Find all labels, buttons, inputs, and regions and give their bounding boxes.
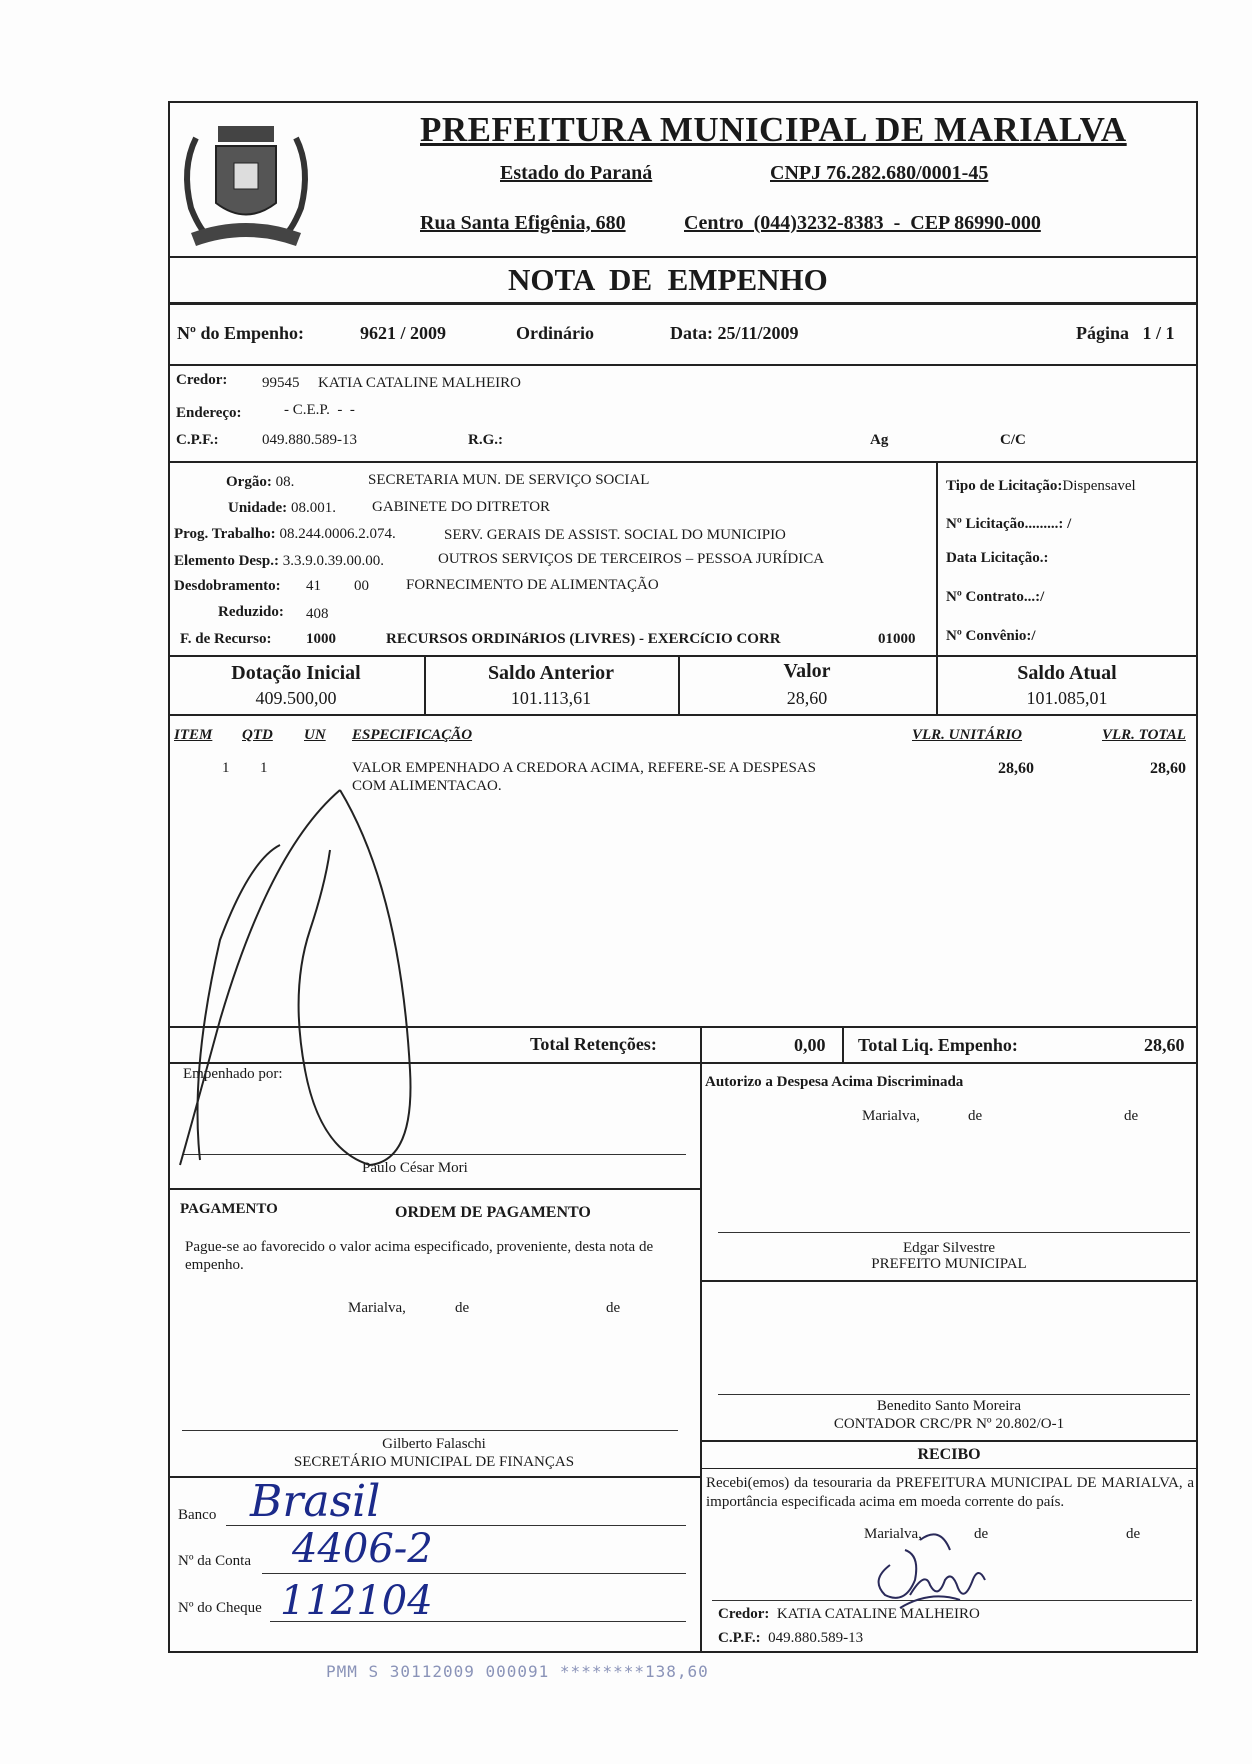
unidade-label: Unidade: <box>228 500 288 516</box>
pagamento-de1: de <box>455 1300 470 1316</box>
contador-name: Benedito Santo Moreira <box>876 1398 1022 1414</box>
cpf-value: 049.880.589-13 <box>262 432 357 448</box>
licitacao-data: Data Licitação.: <box>946 550 1049 566</box>
unidade-code: 08.001. <box>290 500 336 516</box>
banco-label: Banco <box>178 1507 217 1523</box>
header-state-text: Estado do Paraná <box>500 162 653 184</box>
empenhado-signer: Paulo César Mori <box>362 1160 468 1176</box>
recibo-signature <box>860 1520 1000 1615</box>
autorizo-title: Autorizo a Despesa Acima Discriminada <box>705 1074 964 1090</box>
secretario-name: Gilberto Falaschi <box>382 1436 486 1452</box>
cpf-label: C.P.F.: <box>176 432 219 448</box>
anterior-value: 101.113,61 <box>510 688 592 708</box>
recurso-label: F. de Recurso: <box>180 631 272 647</box>
empenhado-label: Empenhado por: <box>183 1066 283 1082</box>
recurso-code: 1000 <box>306 631 336 647</box>
recibo-city: Marialva, <box>864 1526 922 1542</box>
liquido-value: 28,60 <box>1144 1035 1185 1055</box>
empenho-signature <box>160 770 480 1190</box>
reduz-value: 408 <box>306 606 329 622</box>
autorizo-city: Marialva, <box>862 1108 920 1124</box>
recibo-credor-label: Credor: <box>718 1606 770 1622</box>
desd-label: Desdobramento: <box>174 578 281 594</box>
prefeito-name: Edgar Silvestre <box>902 1240 996 1256</box>
retencoes-value: 0,00 <box>794 1035 826 1055</box>
empenho-label: Nº do Empenho: <box>177 323 304 343</box>
col-qtd: QTD <box>242 727 273 743</box>
recibo-de1: de <box>974 1526 989 1542</box>
address-value: - C.E.P. - - <box>284 402 355 418</box>
empenho-date: Data: 25/11/2009 <box>670 323 799 343</box>
recurso-num: 01000 <box>878 631 916 647</box>
cheque-label: Nº do Cheque <box>178 1600 262 1616</box>
unidade-row <box>228 500 336 517</box>
orgao-name: SECRETARIA MUN. DE SERVIÇO SOCIAL <box>368 472 650 488</box>
prog-row <box>174 526 396 543</box>
prefeito-role: PREFEITO MUNICIPAL <box>871 1256 1027 1272</box>
desd-name: FORNECIMENTO DE ALIMENTAÇÃO <box>406 577 659 593</box>
row-qtd: 1 <box>260 760 268 776</box>
retencoes-label: Total Retenções: <box>530 1034 657 1054</box>
pagamento-city: Marialva, <box>348 1300 406 1316</box>
prog-name: SERV. GERAIS DE ASSIST. SOCIAL DO MUNICIPIO <box>444 527 786 543</box>
cc-label: C/C <box>1000 432 1026 448</box>
col-vlr-total: VLR. TOTAL <box>1102 727 1186 743</box>
elem-code: 3.3.9.0.39.00.00. <box>282 553 384 569</box>
contador-role: CONTADOR CRC/PR Nº 20.802/O-1 <box>833 1416 1065 1432</box>
unidade-name: GABINETE DO DITRETOR <box>372 499 551 515</box>
orgao-row <box>226 474 294 491</box>
recibo-de2: de <box>1126 1526 1141 1542</box>
autorizo-de2: de <box>1124 1108 1139 1124</box>
empenho-page: Página 1 / 1 <box>1076 323 1175 343</box>
header-contact: Centro (044)3232-8383 - CEP 86990-000 <box>684 212 1041 234</box>
elem-label: Elemento Desp.: <box>174 553 279 569</box>
atual-value: 101.085,01 <box>1026 688 1108 708</box>
crest-icon <box>176 108 316 258</box>
credor-name: KATIA CATALINE MALHEIRO <box>318 375 521 391</box>
valor-value: 28,60 <box>786 688 828 708</box>
liquido-label: Total Liq. Empenho: <box>858 1035 1018 1055</box>
ordem-title: ORDEM DE PAGAMENTO <box>395 1204 591 1221</box>
recibo-cpf-label: C.P.F.: <box>718 1630 761 1646</box>
row-unit: 28,60 <box>998 760 1034 777</box>
licitacao-tipo-value: Dispensavel <box>1062 478 1136 494</box>
licitacao-convenio: Nº Convênio:/ <box>946 628 1036 644</box>
orgao-code: 08. <box>275 474 295 490</box>
ag-label: Ag <box>870 432 889 448</box>
recibo-text: Recebi(emos) da tesouraria da PREFEITURA MUNICIPAL DE MARIALVA, a importância especificada acima em moeda corrente do país. <box>706 1475 1194 1510</box>
col-especificacao: ESPECIFICAÇÃO <box>352 727 473 743</box>
header-cnpj: CNPJ 76.282.680/0001-45 <box>770 162 989 184</box>
header-state <box>500 162 652 185</box>
desd-code2: 00 <box>354 578 369 594</box>
header-title: PREFEITURA MUNICIPAL DE MARIALVA <box>420 110 1127 149</box>
licitacao-contrato: Nº Contrato...:/ <box>946 589 1045 605</box>
address-label: Endereço: <box>176 405 242 421</box>
row-item: 1 <box>222 760 230 776</box>
pagamento-de2: de <box>606 1300 621 1316</box>
elem-name: OUTROS SERVIÇOS DE TERCEIROS – PESSOA JURÍDICA <box>438 551 825 567</box>
dotacao-label: Dotação Inicial <box>231 662 361 684</box>
secretario-role: SECRETÁRIO MUNICIPAL DE FINANÇAS <box>293 1454 575 1470</box>
reduz-label: Reduzido: <box>218 604 284 620</box>
valor-label: Valor <box>783 660 831 682</box>
recibo-cpf <box>718 1630 863 1647</box>
autorizo-de1: de <box>968 1108 983 1124</box>
col-vlr-unitario: VLR. UNITÁRIO <box>912 727 1023 743</box>
elem-row <box>174 553 384 570</box>
municipal-crest <box>176 108 316 258</box>
prog-code: 08.244.0006.2.074. <box>279 526 396 542</box>
empenho-type: Ordinário <box>516 323 595 343</box>
credor-code: 99545 <box>262 375 300 391</box>
recibo-title: RECIBO <box>917 1446 981 1463</box>
cheque-value: 112104 <box>280 1578 433 1624</box>
conta-value: 4406-2 <box>292 1526 433 1572</box>
header-address: Rua Santa Efigênia, 680 <box>420 212 626 234</box>
atual-label: Saldo Atual <box>1017 662 1117 684</box>
conta-label: Nº da Conta <box>178 1553 251 1569</box>
pagamento-title: PAGAMENTO <box>180 1201 278 1217</box>
recibo-credor-name: KATIA CATALINE MALHEIRO <box>776 1606 980 1622</box>
dotacao-value: 409.500,00 <box>255 688 337 708</box>
col-item: ITEM <box>174 727 213 743</box>
orgao-label: Orgão: <box>226 474 272 490</box>
prog-label: Prog. Trabalho: <box>174 526 276 542</box>
licitacao-tipo-label: Tipo de Licitação: <box>946 478 1063 494</box>
empenho-number: 9621 / 2009 <box>360 323 447 343</box>
anterior-label: Saldo Anterior <box>487 662 615 684</box>
licitacao-tipo <box>946 478 1136 495</box>
row-esp-line2: COM ALIMENTACAO. <box>352 778 502 794</box>
row-total: 28,60 <box>1150 760 1186 777</box>
rg-label: R.G.: <box>468 432 503 448</box>
row-esp-line1: VALOR EMPENHADO A CREDORA ACIMA, REFERE-SE A DESPESAS <box>352 760 816 776</box>
banco-value: Brasil <box>250 1476 381 1527</box>
credor-label: Credor: <box>176 372 228 388</box>
desd-code1: 41 <box>306 578 321 594</box>
doc-title: NOTA DE EMPENHO <box>508 262 828 297</box>
recurso-name: RECURSOS ORDINáRIOS (LIVRES) - EXERCíCIO CORR <box>386 631 781 647</box>
col-un: UN <box>304 727 326 743</box>
cash-register-stamp: PMM S 30112009 000091 ********138,60 <box>326 1662 709 1681</box>
pagamento-text: Pague-se ao favorecido o valor acima especificado, proveniente, desta nota de empenho. <box>185 1239 654 1273</box>
licitacao-num: Nº Licitação.........: / <box>946 516 1072 532</box>
recibo-cpf-value: 049.880.589-13 <box>768 1630 864 1646</box>
